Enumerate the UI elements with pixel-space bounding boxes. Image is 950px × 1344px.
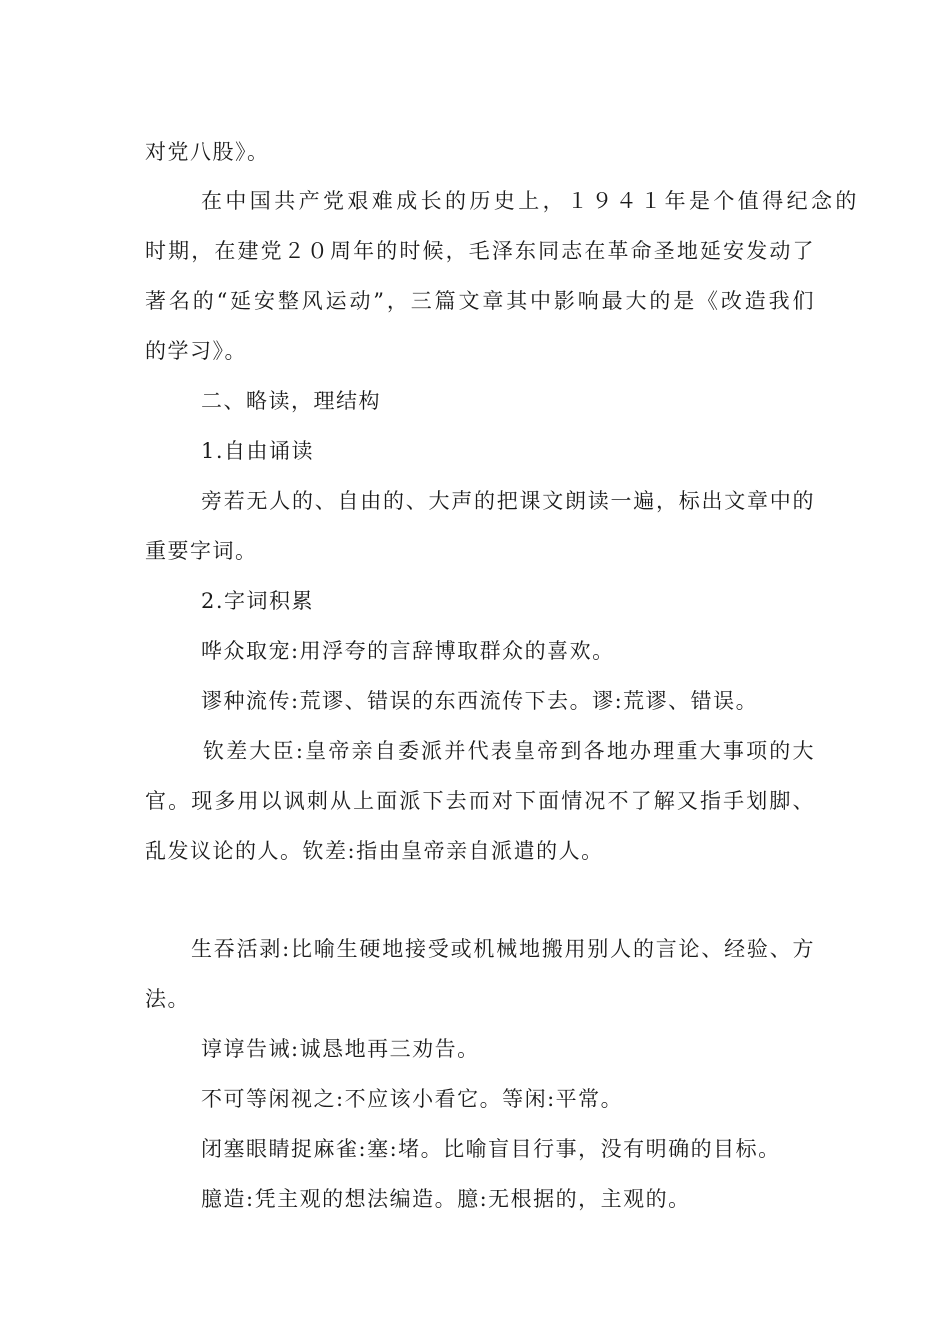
text-line: 旁若无人的、自由的、大声的把课文朗读一遍，标出文章中的 (201, 489, 815, 513)
text-line: 乱发议论的人。钦差:指由皇帝亲自派遣的人。 (145, 839, 604, 863)
vocab-entry: 钦差大臣:皇帝亲自委派并代表皇帝到各地办理重大事项的大 (203, 739, 815, 763)
text-line: 对党八股》。 (145, 140, 270, 164)
vocab-entry: 谆谆告诫:诚恳地再三劝告。 (201, 1037, 480, 1061)
subsection-heading: 1.自由诵读 (201, 439, 315, 463)
vocab-entry: 谬种流传:荒谬、错误的东西流传下去。谬:荒谬、错误。 (201, 689, 759, 713)
vocab-entry: 不可等闲视之:不应该小看它。等闲:平常。 (201, 1087, 624, 1111)
text-line: 重要字词。 (145, 539, 258, 563)
text-line: 的学习》。 (145, 339, 247, 363)
vocab-entry: 闭塞眼睛捉麻雀:塞:堵。比喻盲目行事，没有明确的目标。 (201, 1137, 781, 1161)
section-heading: 二、略读，理结构 (201, 389, 381, 413)
text-line: 法。 (145, 987, 190, 1011)
subsection-heading: 2.字词积累 (201, 589, 315, 613)
text-line: 官。现多用以讽刺从上面派下去而对下面情况不了解又指手划脚、 (145, 789, 815, 813)
vocab-entry: 臆造:凭主观的想法编造。臆:无根据的，主观的。 (201, 1187, 691, 1211)
vocab-entry: 生吞活剥:比喻生硬地接受或机械地搬用别人的言论、经验、方 (191, 937, 815, 961)
vocab-entry: 哗众取宠:用浮夸的言辞博取群众的喜欢。 (201, 639, 615, 663)
text-line: 时期，在建党２０周年的时候，毛泽东同志在革命圣地延安发动了 (145, 239, 815, 263)
text-line: 著名的“延安整风运动”，三篇文章其中影响最大的是《改造我们 (145, 289, 815, 313)
text-line: 在中国共产党艰难成长的历史上，１９４１年是个值得纪念的 (201, 189, 860, 213)
